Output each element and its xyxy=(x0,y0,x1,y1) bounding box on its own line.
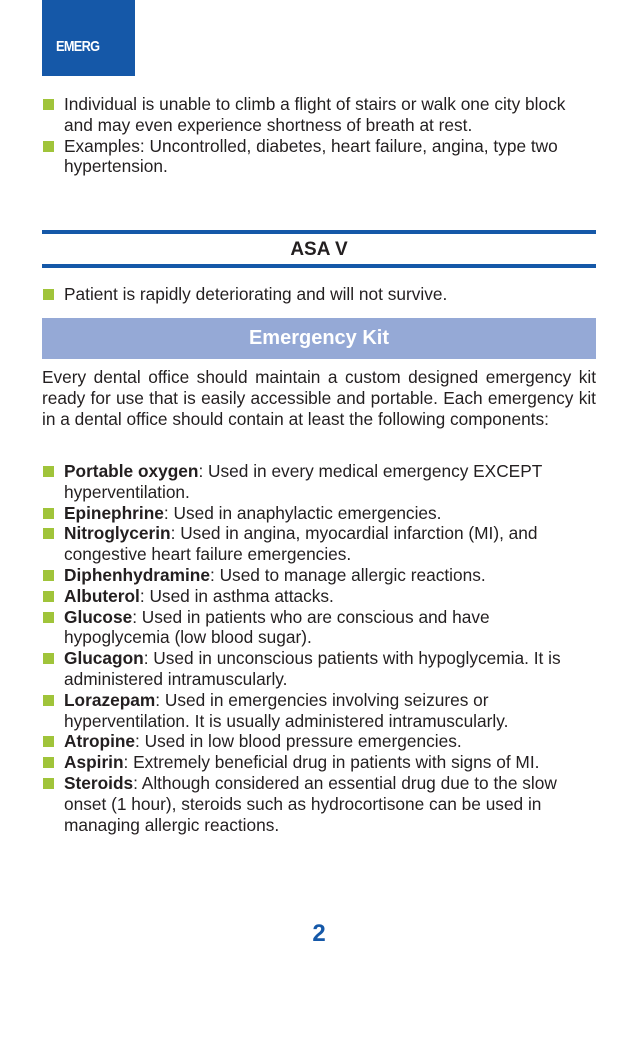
section-heading-emergency-kit: Emergency Kit xyxy=(42,318,596,359)
list-item: Patient is rapidly deteriorating and will not survive. xyxy=(42,284,596,305)
asa-v-list xyxy=(42,284,596,305)
square-bullet-icon xyxy=(43,528,54,539)
item-term: Aspirin xyxy=(64,752,124,773)
item-term: Atropine xyxy=(64,731,136,752)
item-term: Glucose xyxy=(64,606,133,627)
section-tab xyxy=(42,0,135,76)
divider xyxy=(42,230,596,234)
square-bullet-icon xyxy=(43,778,54,789)
item-term: Nitroglycerin xyxy=(64,523,171,544)
item-desc: : Extremely beneficial drug in patients with signs of MI. xyxy=(123,752,540,773)
list-item xyxy=(42,565,596,586)
item-term: Portable oxygen xyxy=(64,461,199,481)
square-bullet-icon xyxy=(43,653,54,664)
square-bullet-icon xyxy=(43,757,54,768)
divider xyxy=(42,264,596,268)
list-item xyxy=(42,461,596,503)
list-item xyxy=(42,690,596,732)
item-term: Glucagon xyxy=(64,648,144,669)
item-term: Lorazepam xyxy=(64,689,156,710)
item-desc: : Used in anaphylactic emergencies. xyxy=(163,502,442,523)
item-desc: : Used in every medical emergency EXCEPT hyperventilation. xyxy=(64,461,542,502)
square-bullet-icon xyxy=(43,695,54,706)
list-item xyxy=(42,607,596,649)
item-term: Albuterol xyxy=(64,585,140,606)
item-term: Steroids xyxy=(64,772,134,793)
list-item xyxy=(42,773,596,835)
item-desc: : Used in low blood pressure emergencies. xyxy=(135,731,462,752)
square-bullet-icon xyxy=(43,289,54,300)
item-term: Diphenhydramine xyxy=(64,564,210,585)
square-bullet-icon xyxy=(43,99,54,110)
square-bullet-icon xyxy=(43,508,54,519)
square-bullet-icon xyxy=(43,466,54,477)
square-bullet-icon xyxy=(43,736,54,747)
item-desc: : Used to manage allergic reactions. xyxy=(209,564,486,585)
asa-iv-continued xyxy=(42,94,596,177)
square-bullet-icon xyxy=(43,591,54,602)
item-desc: : Used in patients who are conscious and have hypoglycemia (low blood sugar). xyxy=(64,606,490,648)
square-bullet-icon xyxy=(43,612,54,623)
list-item xyxy=(42,503,596,524)
item-desc: : Used in emergencies involving seizures or hyperventilation. It is usually administered intramuscularly. xyxy=(64,689,509,731)
item-term: Epinephrine xyxy=(64,502,164,523)
list-item xyxy=(42,586,596,607)
section-tab-label: EMERG xyxy=(56,38,100,55)
item-desc: : Used in asthma attacks. xyxy=(139,585,334,606)
list-item xyxy=(42,752,596,773)
list-item: Individual is unable to climb a flight of stairs or walk one city block and may even experience shortness of breath at rest. xyxy=(42,94,596,136)
emergency-kit-list xyxy=(42,461,596,835)
list-item xyxy=(42,731,596,752)
section-heading-asa-v: ASA V xyxy=(290,239,348,260)
item-desc: : Although considered an essential drug due to the slow onset (1 hour), steroids such as hydrocortisone can be used in managing allergic reactions. xyxy=(64,772,557,835)
list-item xyxy=(42,523,596,565)
item-desc: : Used in unconscious patients with hypoglycemia. It is administered intramuscularly. xyxy=(64,648,561,689)
item-desc: : Used in angina, myocardial infarction (MI), and congestive heart failure emergencies. xyxy=(64,523,538,565)
list-item xyxy=(42,648,596,690)
list-item: Examples: Uncontrolled, diabetes, heart failure, angina, type two hypertension. xyxy=(42,136,596,178)
page-number: 2 xyxy=(312,920,326,947)
square-bullet-icon xyxy=(43,570,54,581)
intro-paragraph: Every dental office should maintain a custom designed emergency kit ready for use that is easily accessible and portable. Each emergency kit in a dental office should contain at least the following components: xyxy=(42,367,596,429)
square-bullet-icon xyxy=(43,141,54,152)
